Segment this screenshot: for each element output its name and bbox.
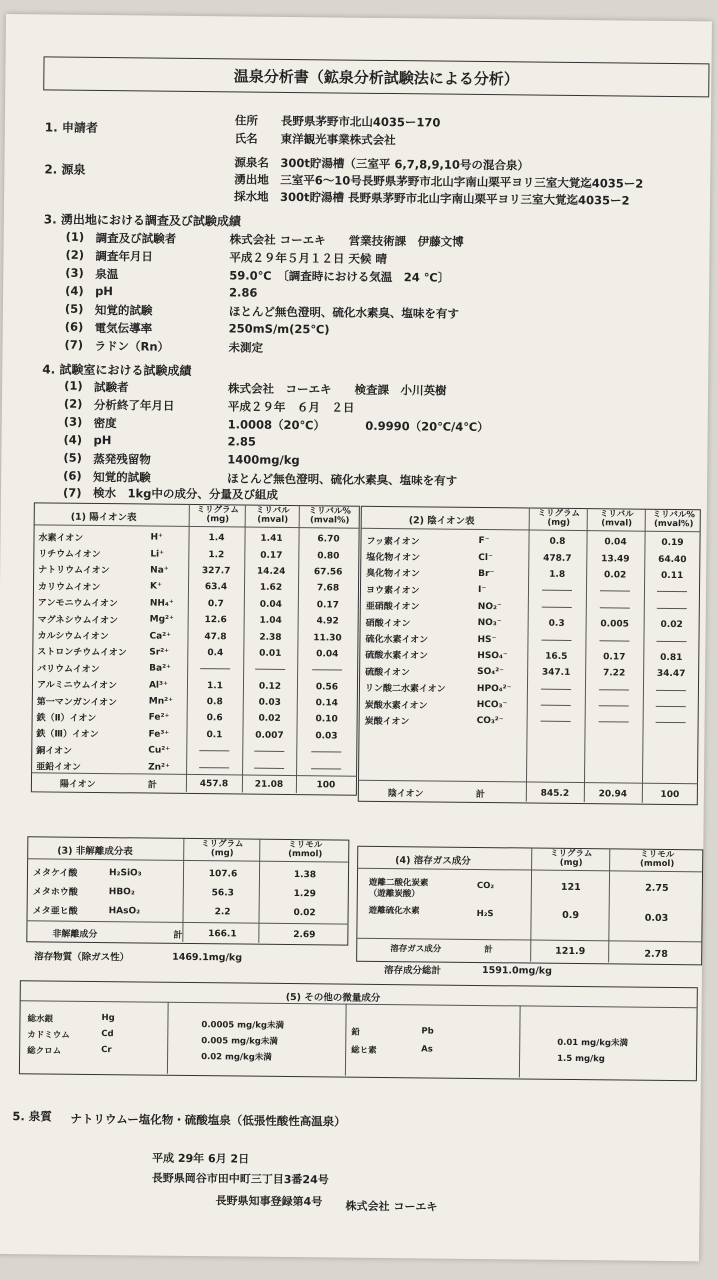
trace-element-name: 総ヒ素: [351, 1045, 377, 1056]
trace-element-value: 0.01 mg/kg未満: [557, 1037, 629, 1049]
ion-value: 64.40: [658, 554, 687, 565]
lab-row-label: 密度: [93, 415, 117, 431]
ion-name: ストロンチウムイオン: [37, 647, 127, 659]
ion-value: 0.12: [258, 681, 282, 692]
anion-header-mval: ミリバル (mval): [599, 509, 634, 529]
anion-header-mval-pct: ミリバル% (mval%): [652, 509, 695, 530]
survey-row-number: (6): [64, 319, 84, 334]
source-heading: 2. 源泉: [44, 162, 86, 177]
trace-element-value: 1.5 mg/kg: [557, 1053, 605, 1065]
dissolved-gas-header-mmol: ミリモル (mmol): [639, 849, 675, 870]
survey-row-number: (2): [65, 247, 85, 262]
survey-row-number: (4): [65, 283, 84, 298]
spring-quality-heading: 5. 泉質: [12, 1109, 52, 1124]
survey-row-value: ほとんど無色澄明、硫化水素臭、塩味を有す: [228, 304, 459, 321]
survey-row-value: 250mS/m(25℃): [228, 321, 330, 337]
ion-formula: Mg²⁺: [149, 614, 174, 625]
lab-row-label: pH: [93, 432, 112, 448]
ion-value: 0.03: [315, 731, 338, 742]
ion-value: 4.92: [316, 616, 339, 627]
ion-formula: CO₃²⁻: [476, 716, 504, 727]
ion-name: リン酸二水素イオン: [364, 683, 446, 695]
survey-row-label: 電気伝導率: [94, 320, 153, 336]
lab-row-number: (5): [63, 450, 82, 465]
cation-table: [34, 528, 359, 777]
ion-formula: K⁺: [149, 581, 162, 593]
dissolved-gas-total-mark: 計: [484, 945, 493, 956]
anion-row: [363, 712, 699, 732]
address-label: 住所: [234, 113, 258, 128]
trace-element-symbol: Cr: [101, 1045, 112, 1056]
source-name-label: 源泉名: [234, 155, 270, 170]
cation-header-mg: ミリグラム (mg): [196, 505, 239, 525]
survey-row-label: pH: [95, 283, 114, 299]
ion-value: [586, 600, 644, 617]
ion-formula: HCO₃⁻: [476, 700, 508, 711]
trace-element-value: 0.005 mg/kg未満: [201, 1036, 278, 1047]
lab-row-value: 平成２９年 ６月 ２日: [227, 399, 355, 415]
ion-name: アンモニウムイオン: [37, 598, 118, 610]
ion-formula: H⁺: [150, 532, 163, 543]
ion-formula: NH₄⁺: [149, 598, 174, 609]
free-h2s-formula: H₂S: [476, 908, 494, 920]
survey-row-label: 泉温: [95, 266, 119, 282]
ion-name: 亜硝酸イオン: [365, 602, 420, 613]
survey-row-value: 2.86: [229, 285, 258, 300]
ion-formula: Al³⁺: [148, 680, 168, 691]
ion-value: [585, 632, 643, 649]
ion-value: 7.22: [602, 668, 626, 679]
ion-formula: I⁻: [477, 585, 487, 596]
ion-value: [187, 661, 243, 678]
ion-formula: Mn²⁺: [148, 696, 173, 707]
lab-row-label: 知覚的試験: [93, 469, 151, 485]
ion-value: 478.7: [543, 553, 572, 564]
ion-name: 塩化物イオン: [366, 552, 421, 564]
ion-value: [585, 698, 643, 715]
ion-value: [585, 714, 643, 731]
ion-name: カルシウムイオン: [37, 631, 109, 643]
dissolved-gas-total-mg: 121.9: [555, 945, 586, 958]
free-co2-mmol: 2.75: [645, 882, 669, 894]
ion-value: 11.30: [313, 632, 342, 644]
lab-row-value: 株式会社 コーエキ 検査課 小川英樹: [228, 381, 447, 398]
issuer-registration: 長野県知事登録第4号: [215, 1194, 323, 1209]
free-co2-label: 遊離二酸化炭素: [368, 877, 429, 889]
lab-row-number: (1): [64, 378, 83, 393]
ion-formula: Ba²⁺: [149, 663, 171, 675]
ion-value: [242, 760, 296, 777]
free-co2-mg: 121: [560, 881, 581, 894]
ion-value: [644, 584, 700, 601]
ion-value: [527, 714, 585, 731]
nondissociated-row: [31, 900, 349, 922]
total-dissolved-label: 溶存成分総計: [383, 965, 442, 977]
ion-formula: Ca²⁺: [149, 631, 171, 642]
ion-value: 0.7: [207, 598, 224, 610]
ion-name: アルミニウムイオン: [36, 680, 118, 692]
analysis-document: [0, 14, 712, 1261]
ion-name: ナトリウムイオン: [38, 565, 110, 577]
total-dissolved-value: 1591.0mg/kg: [481, 965, 553, 977]
ion-name: 鉄（Ⅱ）イオン: [36, 713, 97, 724]
nondissociated-header-mmol: ミリモル (mmol): [288, 840, 323, 860]
compound-value: 2.2: [214, 906, 231, 917]
ion-value: 63.4: [204, 582, 228, 593]
trace-element-symbol: Pb: [421, 1026, 434, 1037]
ion-value: 0.02: [603, 570, 627, 581]
survey-row-label: ラドン（Rn）: [94, 338, 170, 354]
ion-name: 銅イオン: [36, 746, 73, 757]
ion-value: 0.81: [660, 652, 683, 664]
field-survey-heading: 3. 湧出地における調査及び試験成績: [43, 212, 242, 229]
survey-row-value: 平成２９年５月１２日 天候 晴: [229, 250, 388, 267]
ion-value: 0.11: [660, 570, 684, 582]
ion-name: 亜鉛イオン: [36, 762, 81, 773]
issuer-address: 長野県岡谷市田中町三丁目3番24号: [151, 1171, 329, 1187]
compound-value: 107.6: [208, 868, 238, 879]
trace-element-name: 総クロム: [27, 1046, 62, 1057]
ion-name: 硝酸イオン: [365, 618, 411, 629]
lab-results-heading: 4. 試験室における試験成績: [42, 362, 192, 378]
ion-value: 16.5: [545, 651, 568, 662]
ion-value: 0.17: [260, 550, 283, 561]
compound-formula: HAsO₂: [108, 905, 141, 916]
ion-value: 0.56: [315, 681, 339, 693]
trace-element-value: 0.0005 mg/kg未満: [201, 1020, 285, 1031]
compound-formula: H₂SiO₃: [108, 867, 142, 878]
dissolved-solids-value: 1469.1mg/kg: [172, 951, 243, 964]
ion-formula: Cu²⁺: [148, 745, 171, 757]
intake-site-label: 採水地: [234, 189, 269, 204]
source-name-value: 300t貯湯槽（三室平 6,7,8,9,10号の混合泉）: [280, 155, 530, 173]
ion-formula: Br⁻: [478, 568, 495, 580]
trace-title: (5) その他の微量成分: [285, 991, 381, 1004]
dissolved-gas-total-label: 溶存ガス成分: [390, 944, 442, 955]
ion-value: [585, 682, 643, 699]
issuer-company: 株式会社 コーエキ: [345, 1199, 438, 1214]
ion-value: [186, 759, 242, 776]
ion-formula: Na⁺: [150, 565, 169, 576]
free-co2-formula: CO₂: [476, 880, 495, 892]
trace-element-symbol: As: [421, 1044, 433, 1055]
cation-header-mval: ミリバル (mval): [255, 505, 290, 525]
dissolved-gas-total-mmol: 2.78: [644, 948, 668, 960]
ion-value: 0.03: [258, 697, 281, 709]
lab-row-label: 試験者: [94, 379, 129, 395]
ion-value: 0.3: [548, 618, 565, 630]
ion-value: 1.8: [549, 569, 566, 580]
ion-name: 水素イオン: [38, 533, 84, 544]
survey-row-label: 調査及び試験者: [95, 230, 177, 246]
survey-row-value: 59.0℃ 〔調査時における気温 24 ℃〕: [229, 268, 450, 285]
anion-header-mg: ミリグラム (mg): [537, 508, 580, 528]
lab-row-value: 1400mg/kg: [227, 452, 300, 468]
ion-value: 0.02: [660, 620, 683, 631]
free-h2s-label: 遊離硫化水素: [368, 905, 420, 917]
survey-row-number: (7): [64, 337, 84, 352]
ion-name: ヨウ素イオン: [365, 585, 420, 597]
ion-value: 0.04: [604, 537, 627, 548]
lab-row-label: 蒸発残留物: [93, 451, 151, 467]
ion-value: 1.2: [208, 549, 225, 560]
ion-value: 0.8: [206, 697, 223, 708]
trace-element-name: カドミウム: [27, 1030, 70, 1041]
ion-name: 臭化物イオン: [366, 569, 420, 580]
lab-row-value: 1.0008（20℃） 0.9990（20℃/4℃）: [227, 417, 489, 435]
ion-value: 14.24: [256, 566, 286, 577]
compound-value: 56.3: [211, 887, 234, 898]
survey-row-value: 株式会社 コーエキ 営業技術課 伊藤文博: [229, 232, 464, 249]
trace-element-name: 総水銀: [27, 1014, 54, 1025]
ion-value: 1.1: [206, 680, 223, 692]
sample-composition-row: (7) 検水 1kg中の成分、分量及び組成: [62, 485, 278, 502]
ion-value: 0.02: [258, 714, 281, 725]
ion-name: 炭酸水素イオン: [364, 700, 428, 712]
ion-value: 0.4: [207, 648, 224, 659]
ion-formula: Cl⁻: [478, 552, 493, 563]
ion-name: マグネシウムイオン: [37, 615, 119, 626]
ion-value: 0.04: [259, 599, 282, 610]
ion-value: 12.6: [204, 615, 227, 626]
intake-site-value: 300t貯湯槽 長野県茅野市北山字南山栗平ヨリ三室大覚迄4035ー2: [280, 189, 630, 208]
ion-formula: F⁻: [478, 536, 490, 547]
lab-row-number: (2): [63, 396, 83, 411]
ion-formula: Li⁺: [150, 549, 164, 560]
ion-name: 第一マンガンイオン: [36, 696, 118, 708]
ion-name: 鉄（Ⅲ）イオン: [36, 729, 99, 741]
ion-value: 6.70: [317, 534, 340, 545]
ion-value: 0.6: [206, 713, 223, 724]
name-label: 氏名: [234, 131, 258, 146]
ion-value: 0.19: [661, 538, 684, 549]
anion-table: [363, 532, 701, 732]
ion-value: [527, 697, 585, 714]
ion-value: 1.04: [259, 615, 282, 627]
spring-site-value: 三室平6～10号長野県茅野市北山字南山栗平ヨリ三室大覚迄4035ー2: [280, 172, 644, 191]
lab-row-value: ほとんど無色澄明、硫化水素臭、塩味を有す: [227, 471, 458, 488]
ion-value: [643, 682, 699, 699]
ion-value: 0.007: [255, 730, 284, 741]
ion-formula: HPO₄²⁻: [476, 683, 512, 695]
cation-total-row: 陽イオン 計 457.8 21.08 100: [59, 779, 336, 791]
ion-value: 0.17: [316, 600, 339, 611]
survey-row-label: 知覚的試験: [94, 302, 153, 318]
ion-name: バリウムイオン: [37, 664, 100, 675]
compound-formula: HBO₂: [108, 886, 135, 897]
ion-value: [643, 699, 699, 716]
lab-row-number: (3): [63, 414, 83, 429]
compound-name: メタケイ酸: [32, 868, 78, 879]
ion-value: 327.7: [201, 566, 231, 577]
ion-value: 347.1: [541, 667, 571, 679]
ion-name: リチウムイオン: [38, 549, 101, 561]
trace-element-value: 0.02 mg/kg未満: [201, 1052, 272, 1063]
cation-header-mval-pct: ミリバル% (mval%): [308, 506, 351, 526]
ion-formula: HS⁻: [477, 634, 497, 645]
trace-element-name: 鉛: [351, 1027, 360, 1038]
ion-value: 13.49: [601, 553, 630, 565]
ion-value: 0.17: [603, 652, 626, 663]
spring-site-label: 湧出地: [234, 172, 269, 187]
ion-name: 硫酸イオン: [365, 667, 410, 679]
free-h2s-mg: 0.9: [562, 909, 580, 922]
ion-value: [586, 583, 644, 600]
ion-value: 47.8: [204, 631, 227, 642]
dissolved-gas-title: (4) 溶存ガス成分: [395, 855, 471, 867]
compound-value: 0.02: [293, 907, 316, 918]
trace-element-symbol: Hg: [101, 1013, 115, 1024]
ion-value: 34.47: [656, 669, 686, 680]
free-h2s-mmol: 0.03: [644, 912, 669, 924]
lab-row-label: 分析終了年月日: [93, 397, 175, 413]
ion-value: [296, 761, 356, 778]
ion-name: カリウムイオン: [37, 582, 101, 593]
nondissociated-header-mg: ミリグラム (mg): [201, 839, 244, 859]
ion-formula: Sr²⁺: [149, 647, 169, 658]
anion-total-row: 陰イオン 計 845.2 20.94 100: [387, 788, 680, 801]
ion-value: 0.8: [549, 536, 566, 548]
dissolved-solids-label: 溶存物質（除ガス性）: [34, 951, 130, 964]
ion-name: 炭酸イオン: [364, 716, 410, 728]
ion-name: フッ素イオン: [366, 536, 420, 548]
name-value: 東洋観光事業株式会社: [280, 131, 396, 148]
survey-row-value: 未測定: [228, 340, 264, 355]
ion-value: [296, 744, 356, 761]
compound-name: メタホウ酸: [32, 887, 78, 898]
ion-value: 1.4: [208, 533, 225, 544]
ion-value: [643, 715, 699, 732]
ion-value: 67.56: [313, 567, 343, 578]
ion-value: 1.62: [259, 583, 283, 594]
trace-element-symbol: Cd: [101, 1029, 114, 1040]
ion-value: [242, 744, 296, 761]
ion-formula: NO₂⁻: [477, 601, 502, 612]
compound-name: メタ亜ヒ酸: [32, 906, 78, 917]
ion-value: 0.80: [317, 550, 340, 562]
free-co2-sublabel: （遊離炭酸）: [368, 888, 420, 900]
ion-value: [528, 583, 586, 600]
document-title: 温泉分析書（鉱泉分析試験法による分析）: [233, 67, 519, 89]
lab-row-value: 2.85: [227, 434, 256, 449]
ion-value: 0.1: [206, 730, 223, 741]
ion-value: [528, 599, 586, 616]
ion-formula: NO₃⁻: [477, 618, 502, 629]
ion-value: 2.38: [259, 632, 282, 643]
ion-value: [644, 600, 700, 617]
applicant-heading: 1. 申請者: [44, 120, 98, 135]
ion-name: 硫酸水素イオン: [365, 651, 429, 662]
compound-value: 1.38: [293, 869, 317, 880]
ion-value: [527, 632, 585, 649]
ion-value: 0.01: [259, 648, 282, 659]
survey-row-number: (3): [65, 265, 84, 280]
ion-value: 7.68: [316, 583, 340, 594]
spring-quality-value: ナトリウムー塩化物・硫酸塩泉（低張性酸性高温泉）: [70, 1111, 346, 1129]
ion-formula: Fe²⁺: [148, 713, 170, 724]
lab-row-number: (6): [63, 468, 82, 483]
ion-value: [643, 633, 699, 650]
ion-name: 硫化水素イオン: [365, 634, 429, 646]
ion-value: [527, 681, 585, 698]
ion-formula: Zn²⁺: [148, 762, 170, 773]
ion-value: 1.41: [260, 533, 283, 545]
lab-row-number: (4): [63, 432, 83, 447]
cation-table-title: (1) 陽イオン表: [70, 511, 137, 524]
ion-formula: HSO₄⁻: [477, 650, 508, 662]
ion-value: 0.10: [315, 714, 338, 725]
survey-row-label: 調査年月日: [95, 248, 154, 264]
ion-value: [243, 662, 297, 679]
compound-value: 1.29: [293, 888, 316, 899]
ion-value: [297, 662, 357, 679]
ion-value: 0.14: [315, 698, 338, 709]
address-value: 長野県茅野市北山4035ー170: [280, 113, 441, 130]
nondissociated-table: [31, 862, 350, 922]
ion-formula: SO₄²⁻: [477, 667, 504, 678]
dissolved-gas-header-mg: ミリグラム (mg): [550, 848, 593, 869]
anion-table-title: (2) 陰イオン表: [408, 515, 475, 527]
survey-row-number: (1): [65, 229, 85, 244]
ion-value: [186, 743, 242, 760]
issue-date: 平成 29年 6月 2日: [151, 1151, 250, 1166]
survey-row-number: (5): [64, 301, 84, 316]
ion-value: 0.005: [600, 619, 629, 630]
title-box: [43, 56, 709, 97]
ion-value: 0.04: [316, 649, 339, 660]
nondissociated-title: (3) 非解離成分表: [57, 845, 133, 858]
nondissociated-total-row: 非解離成分 計 166.1 2.69: [52, 929, 316, 941]
ion-formula: Fe³⁺: [148, 729, 170, 740]
